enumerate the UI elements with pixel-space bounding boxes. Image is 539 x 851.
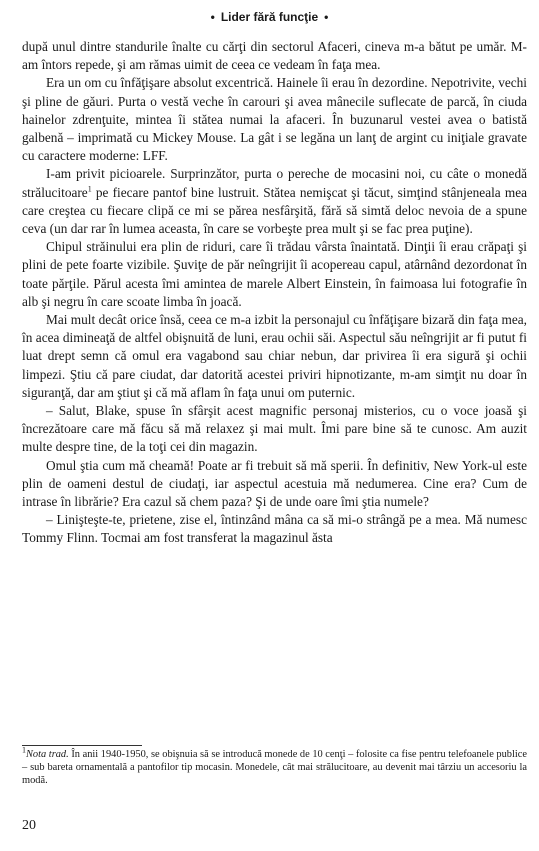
paragraph-6: – Salut, Blake, spuse în sfârşit acest magnific personaj misterios, cu o voce joasă şi încrezătoare care mă făcu să mă relaxez şi mai mult. Îmi pare bine să te cunosc. Am auzit multe despre tine, de la toţi cei din magazin.	[22, 403, 527, 455]
header-title: Lider fără funcţie	[220, 10, 319, 24]
running-header	[0, 10, 539, 24]
paragraph-5: Mai mult decât orice însă, ceea ce m-a izbit la personajul cu înfăţişare bizară din faţa mea, în acea dimineaţă de altfel obişnuită de luni, erau ochii săi. Aspectul său neîngrijit ar fi putut fi luat drept semn că omul era vagabond sau chiar nebun, dar privirea îi era sigură şi ochii limpezi. Ştiu că pare ciudat, dar datorită acestei priviri hipnotizante, m-am simţit nu doar în siguranţă, dar am ştiut şi că mă aflam în faţa unui om puternic.	[22, 312, 527, 400]
paragraph-3	[22, 165, 527, 238]
footnote-marker: 1	[22, 745, 26, 755]
footnote-text: În anii 1940-1950, se obişnuia să se introducă monede de 10 cenţi – folosite ca fise pentru telefoanele publice – sub bareta ornamentală a pantofilor tip mocasin. Monedele, cât mai strălucitoare, au devenit mai târziu un accesoriu la modă.	[22, 749, 527, 786]
header-bullet-right: •	[324, 10, 329, 24]
footnote-label: Nota trad.	[26, 749, 69, 760]
paragraph-1: după unul dintre standurile înalte cu cărţi din sectorul Afaceri, cineva m-a bătut pe umăr. M-am întors repede, şi am rămas uimit de ceea ce vedeam în faţa mea.	[22, 39, 527, 73]
paragraph-4: Chipul străinului era plin de riduri, care îi trădau vârsta înaintată. Dinţii îi erau crăpaţi şi plini de pete foarte vizibile. Şuviţe de păr neîngrijit îi acopereau capul, atârnând dezordonat în toate părţile. Părul acesta îmi amintea de marele Albert Einstein, în faimoasa lui fotografie în alb şi negru în care scoate limba în joacă.	[22, 239, 527, 309]
header-bullet-left: •	[210, 10, 215, 24]
paragraph-3-after: pe fiecare pantof bine lustruit. Stătea nemişcat şi tăcut, simţind stânjeneala mea care creştea cu fiecare clipă ce mi se părea nesfârşită, fără să simtă deloc nevoia de a spune ceva (un dar rar în lumea aceasta, în care se vorbeşte prea mult şi se fac prea puţine).	[22, 184, 527, 237]
footnote-ref: 1	[87, 184, 92, 194]
paragraph-7: Omul ştia cum mă cheamă! Poate ar fi trebuit să mă sperii. În definitiv, New York-ul este plin de oameni destul de ciudaţi, iar aspectul acestuia mă nedumerea. Cine era? Cum de intrase în librărie? Era cazul să chem paza? Şi de unde oare îmi ştia numele?	[22, 457, 527, 510]
paragraph-3-before: I-am privit picioarele. Surprinzător, purta o pereche de mocasini noi, cu câte o monedă strălucitoare	[22, 166, 527, 200]
paragraph-2: Era un om cu înfăţişare absolut excentrică. Hainele îi erau în dezordine. Nepotrivite, vechi şi pline de găuri. Purta o vestă veche în carouri şi avea mânecile suflecate de parcă, în ciuda hainelor zdrenţuite, mintea îi stătea numai la afaceri. În buzunarul vestei avea o batistă galbenă – imprimată cu Mickey Mouse. La gât i se legăna un lanţ de argint cu iniţiale gravate cu caractere moderne: LFF.	[22, 75, 527, 164]
paragraph-8: – Linişteşte-te, prietene, zise el, întinzând mâna ca să mi-o strângă pe a mea. Mă numesc Tommy Flinn. Tocmai am fost transferat la magazinul ăsta	[22, 512, 527, 546]
footnote-divider	[22, 745, 142, 746]
footnote	[22, 745, 527, 787]
page-number: 20	[22, 818, 36, 833]
body-text	[22, 38, 527, 548]
